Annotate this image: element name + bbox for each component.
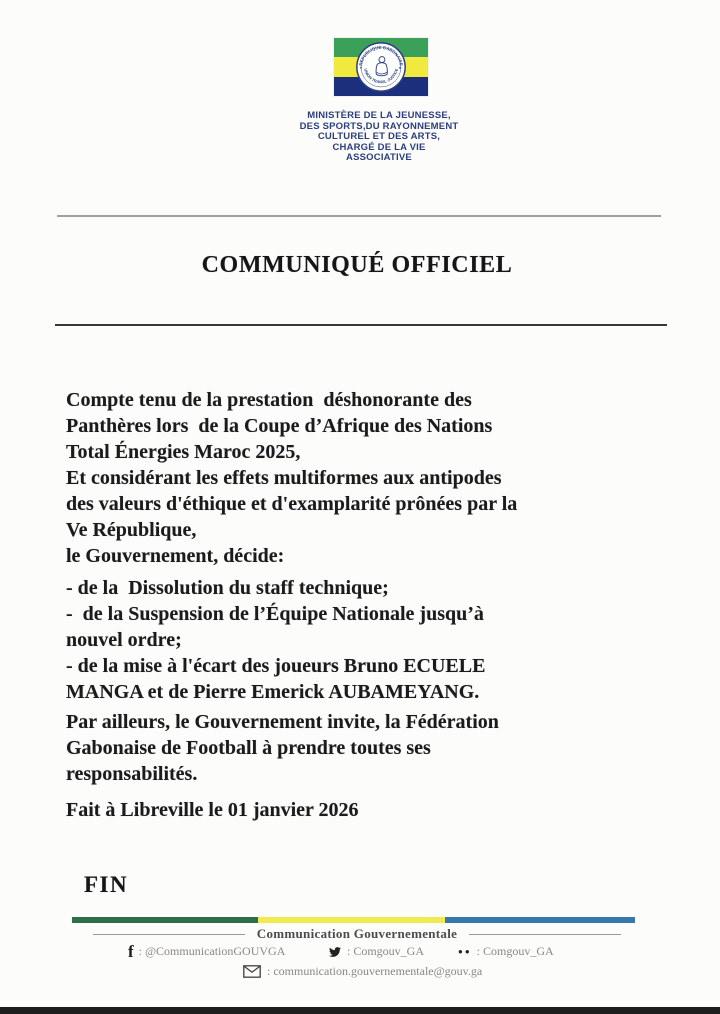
bar-segment-yellow — [258, 917, 445, 923]
body-line: Total Énergies Maroc 2025, — [66, 441, 301, 463]
bar-segment-blue — [445, 917, 635, 923]
flickr-icon: ●● — [458, 947, 472, 956]
body-line: Panthères lors de la Coupe d’Afrique des Nations — [66, 415, 493, 437]
body-line: responsabilités. — [66, 763, 198, 785]
decision-line: MANGA et de Pierre Emerick AUBAMEYANG. — [66, 681, 480, 703]
footer-band-label-row — [0, 926, 714, 942]
email-label: : communication.gouvernementale@gouv.ga — [267, 964, 483, 978]
envelope-icon — [243, 965, 261, 978]
decision-line: - de la Dissolution du staff technique; — [66, 577, 389, 599]
ministry-line: DES SPORTS,DU RAYONNEMENT — [299, 120, 459, 132]
paragraph-decisions — [66, 575, 646, 705]
footer-band-label: Communication Gouvernementale — [256, 926, 458, 941]
ministry-line: CHARGÉ DE LA VIE — [332, 141, 426, 153]
flickr-handle — [458, 944, 554, 959]
decision-line: - de la Suspension de l’Équipe Nationale jusqu’à — [66, 603, 484, 625]
end-marker: FIN — [84, 872, 129, 897]
scan-bottom-edge — [0, 1007, 720, 1014]
twitter-handle-label: : Comgouv_GA — [347, 944, 425, 958]
body-line: Par ailleurs, le Gouvernement invite, la Fédération — [66, 711, 499, 733]
svg-text:✦: ✦ — [398, 66, 403, 72]
ministry-line: MINISTÈRE DE LA JEUNESSE, — [307, 110, 451, 121]
email-contact — [243, 964, 482, 979]
body-line: Ve République, — [66, 519, 197, 541]
body-line: Gabonaise de Football à prendre toutes ses — [66, 737, 431, 759]
facebook-handle — [128, 941, 286, 961]
dateline: Fait à Libreville le 01 janvier 2026 — [66, 799, 359, 821]
facebook-handle-label: : @CommunicationGOUVGA — [138, 944, 286, 958]
bar-segment-green — [72, 917, 258, 923]
republic-seal-icon — [355, 41, 407, 93]
body-line: Compte tenu de la prestation déshonorante des — [66, 389, 472, 411]
ministry-name — [249, 111, 509, 164]
paragraph-invitation — [66, 709, 646, 787]
decision-line: - de la mise à l'écart des joueurs Bruno ECUELE — [66, 655, 486, 677]
gabon-flag — [334, 38, 428, 96]
flickr-handle-label: : Comgouv_GA — [476, 944, 554, 958]
social-row — [0, 941, 714, 962]
label-right-line — [469, 934, 621, 935]
page-title: COMMUNIQUÉ OFFICIEL — [201, 252, 513, 278]
twitter-handle — [328, 944, 424, 959]
document-body — [66, 377, 646, 823]
body-line: le Gouvernement, décide: — [66, 545, 285, 567]
decision-line: nouvel ordre; — [66, 629, 182, 651]
title-divider-line — [55, 324, 667, 326]
body-line: des valeurs d'éthique et d'examplarité prônées par la — [66, 493, 518, 515]
twitter-icon — [328, 946, 342, 958]
label-left-line — [93, 934, 245, 935]
footer-tricolor-bar — [72, 917, 635, 923]
svg-text:REPUBLIQUE GABONAISE: REPUBLIQUE GABONAISE — [358, 44, 404, 67]
top-divider-line — [57, 215, 661, 217]
paragraph-intro — [66, 387, 646, 569]
facebook-icon: f — [128, 941, 134, 961]
svg-text:UNION·TRAVAIL·JUSTICE: UNION·TRAVAIL·JUSTICE — [363, 67, 399, 85]
svg-text:✦: ✦ — [359, 66, 364, 72]
ministry-line: ASSOCIATIVE — [346, 152, 412, 163]
body-line: Et considérant les effets multiformes aux antipodes — [66, 467, 502, 489]
ministry-line: CULTUREL ET DES ARTS, — [317, 131, 441, 142]
